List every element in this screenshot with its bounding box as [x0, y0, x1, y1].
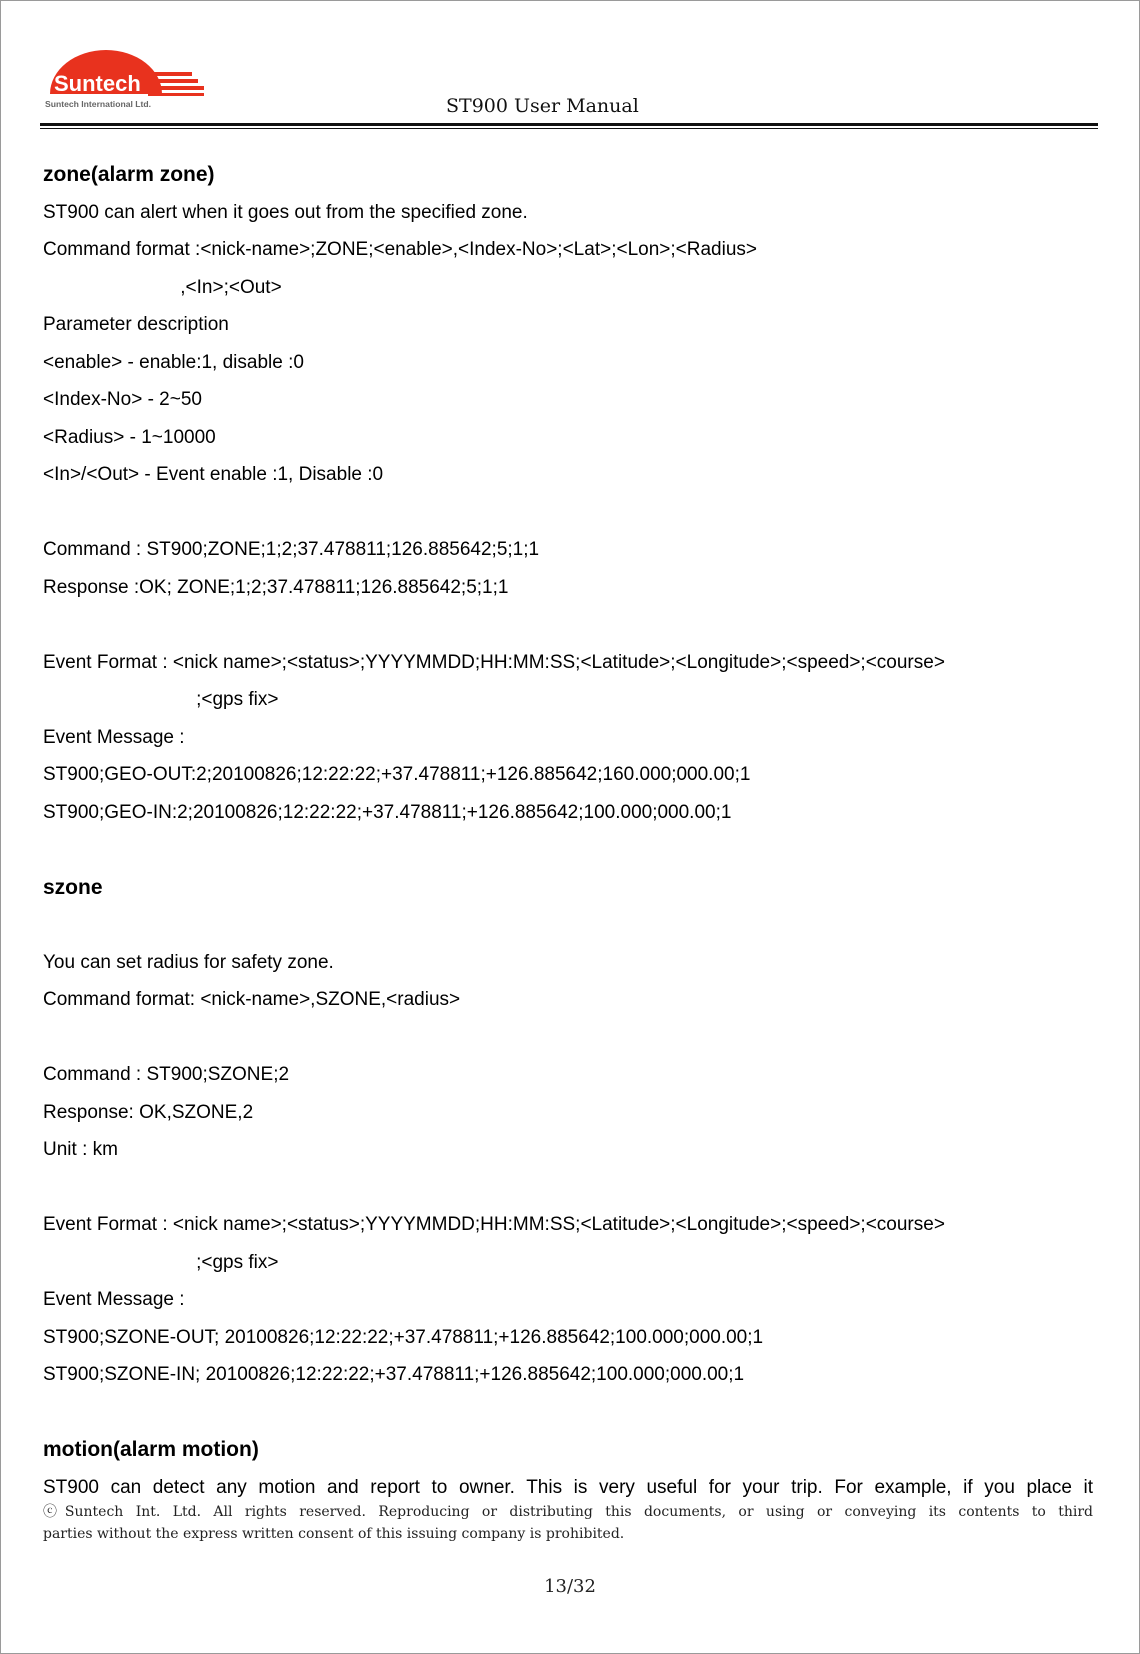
suntech-logo — [44, 38, 206, 114]
blank-line — [43, 835, 1093, 873]
blank-line — [43, 1023, 1093, 1061]
logo-text: Suntech — [54, 71, 141, 96]
text-line: ,<In>;<Out> — [43, 276, 282, 298]
page-number: 13/32 — [544, 1576, 596, 1597]
text-line: <In>/<Out> - Event enable :1, Disable :0 — [43, 464, 384, 485]
text-line: ST900 can alert when it goes out from the specified zone. — [43, 201, 528, 223]
text-line: You can set radius for safety zone. — [43, 951, 334, 973]
page-header-title: ST900 User Manual — [446, 95, 639, 117]
text-line: Event Format : <nick name>;<status>;YYYYMMDD;HH:MM:SS;<Latitude>;<Longitude>;<speed>;<course> — [43, 651, 945, 673]
text-line: Command : ST900;SZONE;2 — [43, 1064, 290, 1085]
text-line: <enable> - enable:1, disable :0 — [43, 351, 304, 373]
text-line: ;<gps fix> — [43, 689, 279, 710]
blank-line — [43, 910, 1093, 948]
logo-subtext: Suntech International Ltd. — [45, 99, 151, 109]
text-line: <Index-No> - 2~50 — [43, 389, 202, 410]
section-heading: zone(alarm zone) — [43, 163, 215, 186]
header-rule-thin — [40, 128, 1098, 129]
text-line: ST900;SZONE-IN; 20100826;12:22:22;+37.478811;+126.885642;100.000;000.00;1 — [43, 1364, 745, 1385]
section-heading: szone — [43, 875, 103, 899]
text-line: Command format: <nick-name>,SZONE,<radius> — [43, 989, 461, 1010]
text-line: ST900;GEO-OUT:2;20100826;12:22:22;+37.478811;+126.885642;160.000;000.00;1 — [43, 764, 751, 785]
text-line: ST900;GEO-IN:2;20100826;12:22:22;+37.478811;+126.885642;100.000;000.00;1 — [43, 801, 732, 823]
text-line: <Radius> - 1~10000 — [43, 426, 216, 448]
text-line: Unit : km — [43, 1139, 118, 1160]
text-line: ;<gps fix> — [43, 1251, 279, 1273]
text-line: Event Format : <nick name>;<status>;YYYYMMDD;HH:MM:SS;<Latitude>;<Longitude>;<speed>;<course> — [43, 1214, 945, 1235]
text-line: Command : ST900;ZONE;1;2;37.478811;126.885642;5;1;1 — [43, 539, 540, 560]
blank-line — [43, 1173, 1093, 1211]
copyright-line-2: parties without the express written consent of this issuing company is prohibited. — [43, 1526, 625, 1542]
text-line: Response: OK,SZONE,2 — [43, 1101, 254, 1123]
text-line: Event Message : — [43, 1289, 185, 1310]
copyright-notice — [43, 1501, 1093, 1545]
header-rule-thick — [40, 123, 1098, 126]
copyright-line-1: ⓒSuntech Int. Ltd. All rights reserved. Reproducing or distributing this documents, or using or conveying its contents to third — [43, 1504, 1093, 1520]
text-line: ST900 can detect any motion and report to owner. This is very useful for your trip. For example, if you place it — [43, 1476, 1093, 1498]
text-line: Response :OK; ZONE;1;2;37.478811;126.885642;5;1;1 — [43, 576, 509, 598]
section-heading: motion(alarm motion) — [43, 1438, 259, 1461]
blank-line — [43, 498, 1093, 536]
blank-line — [43, 610, 1093, 648]
text-line: ST900;SZONE-OUT; 20100826;12:22:22;+37.478811;+126.885642;100.000;000.00;1 — [43, 1326, 764, 1348]
text-line: Parameter description — [43, 314, 229, 335]
text-line: Command format :<nick-name>;ZONE;<enable>,<Index-No>;<Lat>;<Lon>;<Radius> — [43, 239, 757, 260]
text-line: Event Message : — [43, 726, 185, 748]
manual-content — [43, 160, 1093, 1510]
blank-line — [43, 1398, 1093, 1436]
